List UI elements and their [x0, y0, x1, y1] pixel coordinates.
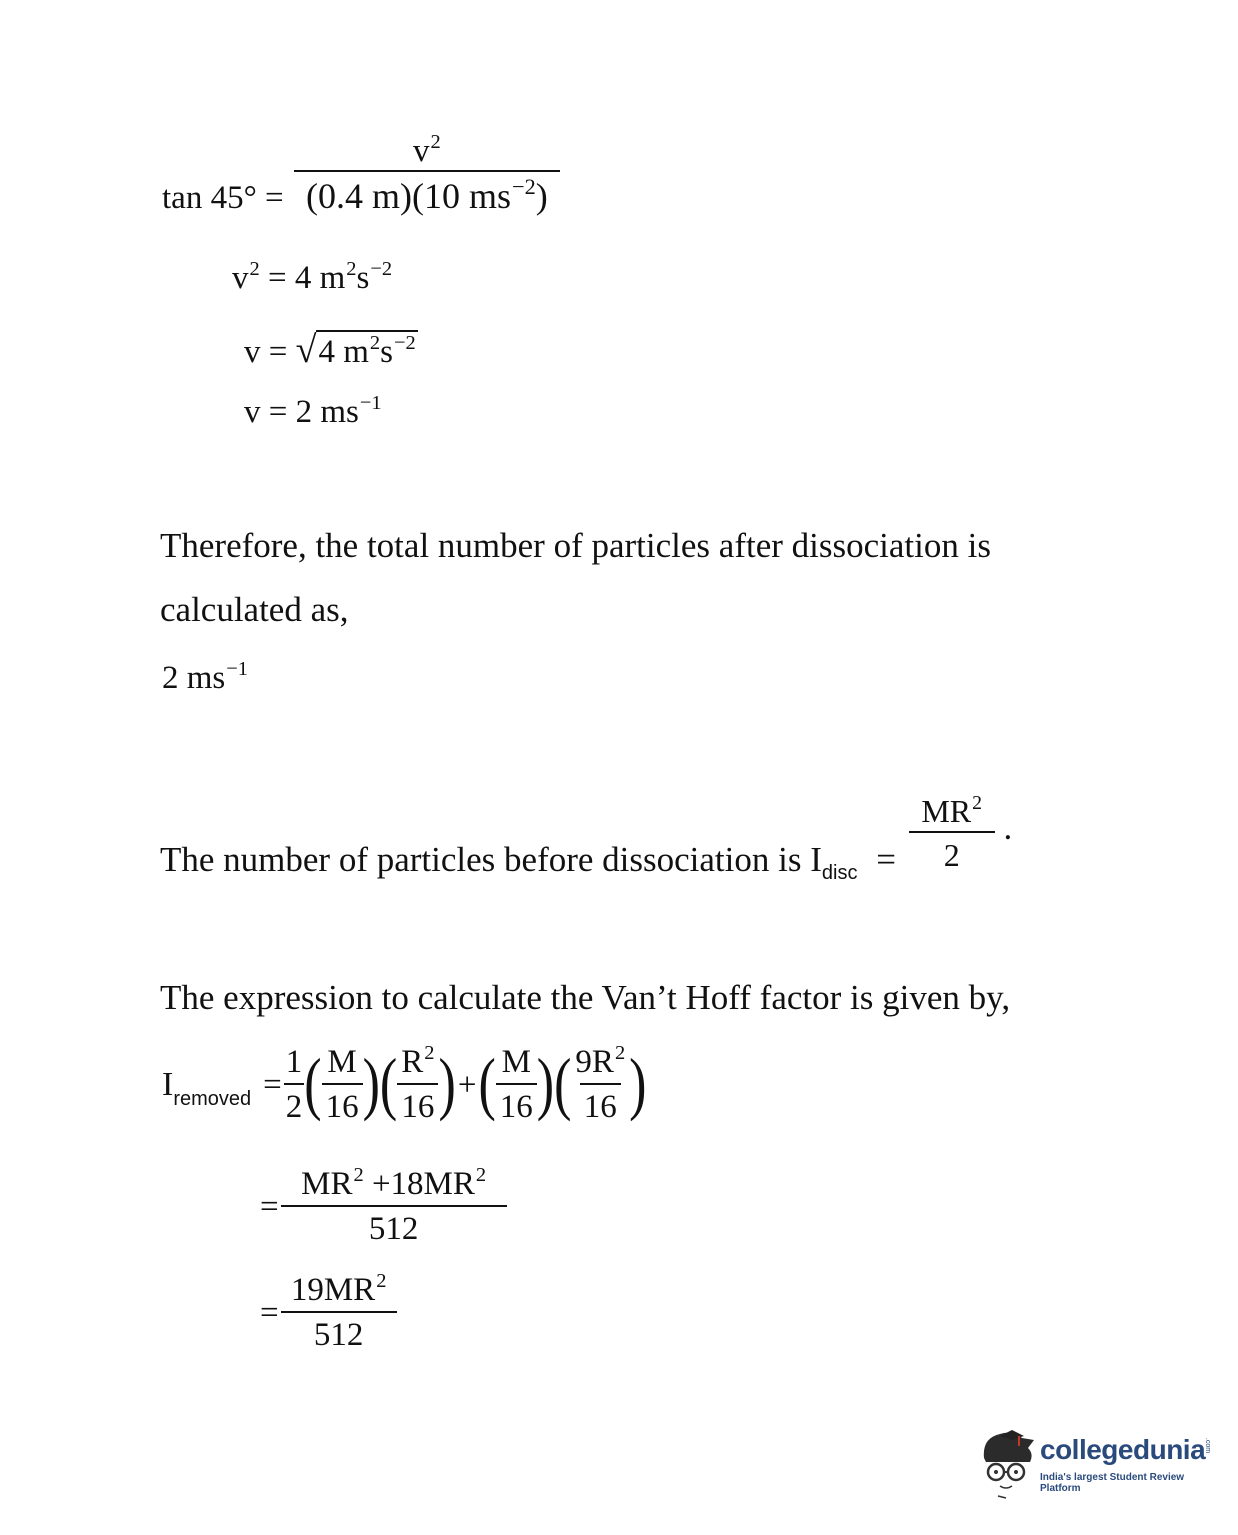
disc-fraction: $\frac{MR^2}{2}$	[909, 795, 995, 871]
eq1-den-exp: −2	[511, 173, 536, 199]
sqrt: √ 4 $m^2s^{-2}$	[295, 329, 416, 371]
frac-r2-16: $\frac{R^2}{16}$	[397, 1046, 438, 1124]
eq1-num: v	[413, 133, 430, 169]
logo-tagline: India's largest Student Review Platform	[1040, 1472, 1185, 1494]
frac-m-16-b: $\frac{M}{16}$	[496, 1046, 537, 1124]
answer-value: 2 $ms^{-1}$	[162, 657, 249, 696]
final-fraction: $\frac{19MR^2}{512}$	[281, 1274, 397, 1352]
paragraph-before-dissociation: The number of particles before dissociation is $I_{disc}$ = $\frac{MR^2}{2}$ .	[160, 792, 1013, 885]
equation-v-squared: $v^2 = 4$ $m^2s^{-2}$	[232, 257, 393, 296]
paragraph-therefore-line2: calculated as,	[160, 590, 349, 629]
eq1-den-b: )	[535, 176, 548, 216]
collegedunia-logo[interactable]	[978, 1428, 1210, 1500]
logo-name: collegedunia	[1040, 1434, 1206, 1465]
eq1-num-exp: 2	[430, 130, 441, 153]
paragraph-vant-hoff: The expression to calculate the Van’t Hoff factor is given by,	[160, 978, 1011, 1017]
sum-fraction: $\frac{MR^2 +18MR^2}{512}$	[281, 1168, 507, 1246]
frac-9r2-16: $\frac{9R^2}{16}$	[575, 1041, 626, 1125]
eq1-den-a: (0.4 m)(10 ms	[306, 176, 511, 216]
equation-final: = $\frac{19MR^2}{512}$	[260, 1274, 397, 1352]
sqrt-symbol: √	[295, 329, 317, 371]
mascot-icon	[978, 1428, 1038, 1500]
half-fraction: $\frac{1}{2}$	[285, 1044, 303, 1125]
paragraph-therefore: Therefore, the total number of particles after dissociation is	[160, 526, 991, 565]
equation-v-sqrt: v = √ 4 $m^2s^{-2}$	[244, 329, 416, 371]
equation-v-result: v = 2 $ms^{-1}$	[244, 391, 382, 430]
equation-tan45	[162, 130, 560, 217]
eq1-lhs: tan 45° =	[162, 180, 284, 217]
eq1-fraction	[294, 130, 560, 216]
equation-i-removed: I $_{removed}$ = $\frac{1}{2}$ ( $\frac{M}{16}$ ) ( $\frac{R^2}{16}$ ) + ( $\frac{M}{16}$ ) ( $\frac{9R^2}{16}$ )	[162, 1041, 647, 1125]
equation-sum: = $\frac{MR^2 +18MR^2}{512}$	[260, 1168, 507, 1246]
frac-m-16: $\frac{M}{16}$	[322, 1046, 363, 1124]
logo-suffix: .com	[1204, 1437, 1212, 1454]
